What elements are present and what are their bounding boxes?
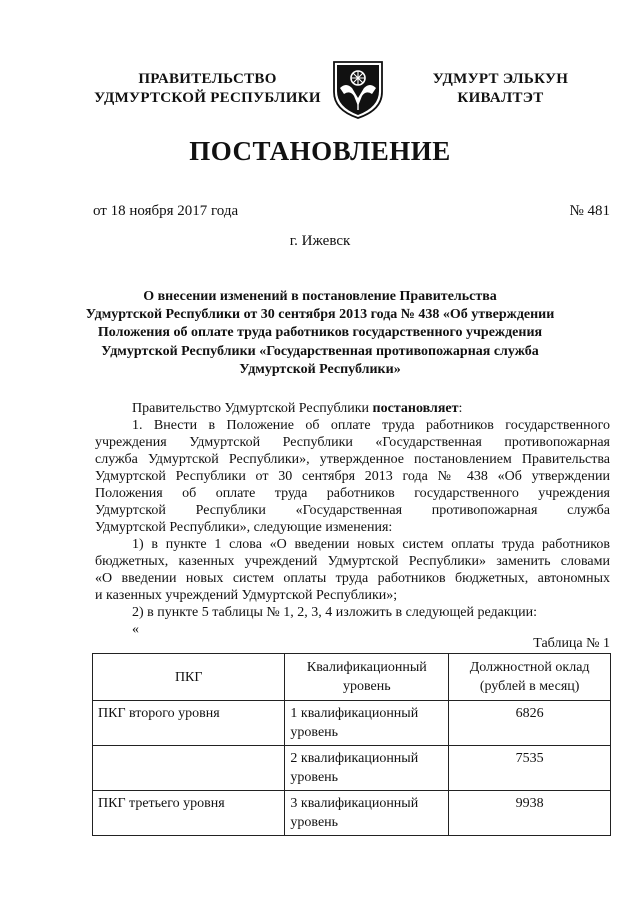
- table-caption: Таблица № 1: [533, 636, 610, 651]
- document-subject: [60, 288, 580, 379]
- paragraph-line: учреждения Удмуртской Республики «Государственная противопожарная: [95, 435, 610, 450]
- paragraph-line: 2) в пункте 5 таблицы № 1, 2, 3, 4 изложить в следующей редакции:: [132, 605, 537, 620]
- table-header-row: [93, 654, 611, 701]
- paragraph-line: Удмуртской Республики», следующие изменения:: [95, 520, 393, 535]
- issuer-line: УДМУРТ ЭЛЬКУН: [432, 71, 569, 87]
- table-cell-level: 1 квалификационный уровень: [285, 701, 449, 746]
- intro-colon: :: [458, 401, 463, 416]
- table-cell-pkg: ПКГ второго уровня: [93, 701, 285, 746]
- column-header: Должностной оклад (рублей в месяц): [449, 654, 611, 701]
- intro-text: Правительство Удмуртской Республики: [132, 401, 373, 416]
- issuer-line: ПРАВИТЕЛЬСТВО: [138, 71, 277, 87]
- issuer-russian: [80, 70, 335, 108]
- table-cell-pkg: [93, 746, 285, 791]
- table-cell-salary: 7535: [449, 746, 611, 791]
- document-body: [95, 400, 610, 638]
- paragraph-line: Удмуртской Республики «Государственная противопожарная служба: [95, 503, 610, 518]
- paragraph-line: служба Удмуртской Республики», утвержденное постановлением Правительства: [95, 452, 610, 467]
- coat-of-arms-icon: [330, 58, 386, 120]
- paragraph-line: бюджетных, казенных учреждений Удмуртской Республики» заменить словами: [95, 554, 610, 569]
- issuer-udmurt: [413, 70, 588, 108]
- salary-table: [92, 653, 611, 836]
- table-row: [93, 746, 611, 791]
- subject-line: Удмуртской Республики «Государственная противопожарная служба: [101, 343, 539, 359]
- document-city: г. Ижевск: [289, 233, 351, 249]
- table-cell-level: 2 квалификационный уровень: [285, 746, 449, 791]
- intro-paragraph: [95, 400, 610, 417]
- table-cell-pkg: ПКГ третьего уровня: [93, 791, 285, 836]
- issuer-line: УДМУРТСКОЙ РЕСПУБЛИКИ: [94, 90, 321, 106]
- document-title: ПОСТАНОВЛЕНИЕ: [189, 136, 451, 166]
- table-cell-salary: 6826: [449, 701, 611, 746]
- paragraph-line: 1. Внести в Положение об оплате труда работников государственного: [132, 418, 610, 433]
- column-header: Квалификационный уровень: [285, 654, 449, 701]
- quote-open-mark: «: [132, 622, 139, 637]
- subject-line: Удмуртской Республики»: [239, 361, 401, 377]
- table-row: [93, 701, 611, 746]
- paragraph-line: Удмуртской Республики от 30 сентября 2013 года № 438 «Об утверждении: [95, 469, 610, 484]
- paragraph-line: «О введении новых систем оплаты труда работников бюджетных, автономных: [95, 571, 610, 586]
- column-header: ПКГ: [93, 654, 285, 701]
- table-cell-salary: 9938: [449, 791, 611, 836]
- paragraph-line: Положения об оплате труда работников государственного учреждения: [95, 486, 610, 501]
- subject-line: Удмуртской Республики от 30 сентября 2013 года № 438 «Об утверждении: [85, 307, 555, 323]
- subject-line: О внесении изменений в постановление Правительства: [143, 289, 497, 304]
- paragraph-line: 1) в пункте 1 слова «О введении новых систем оплаты труда работников: [132, 537, 610, 552]
- subject-line: Положения об оплате труда работников государственного учреждения: [97, 325, 543, 341]
- table-cell-level: 3 квалификационный уровень: [285, 791, 449, 836]
- issuer-line: КИВАЛТЭТ: [457, 90, 544, 106]
- paragraph-line: и казенных учреждений Удмуртской Республики»;: [95, 588, 398, 603]
- table-row: [93, 791, 611, 836]
- intro-verb: постановляет: [372, 401, 459, 416]
- document-date: от 18 ноября 2017 года: [93, 203, 239, 219]
- document-number: № 481: [569, 203, 610, 219]
